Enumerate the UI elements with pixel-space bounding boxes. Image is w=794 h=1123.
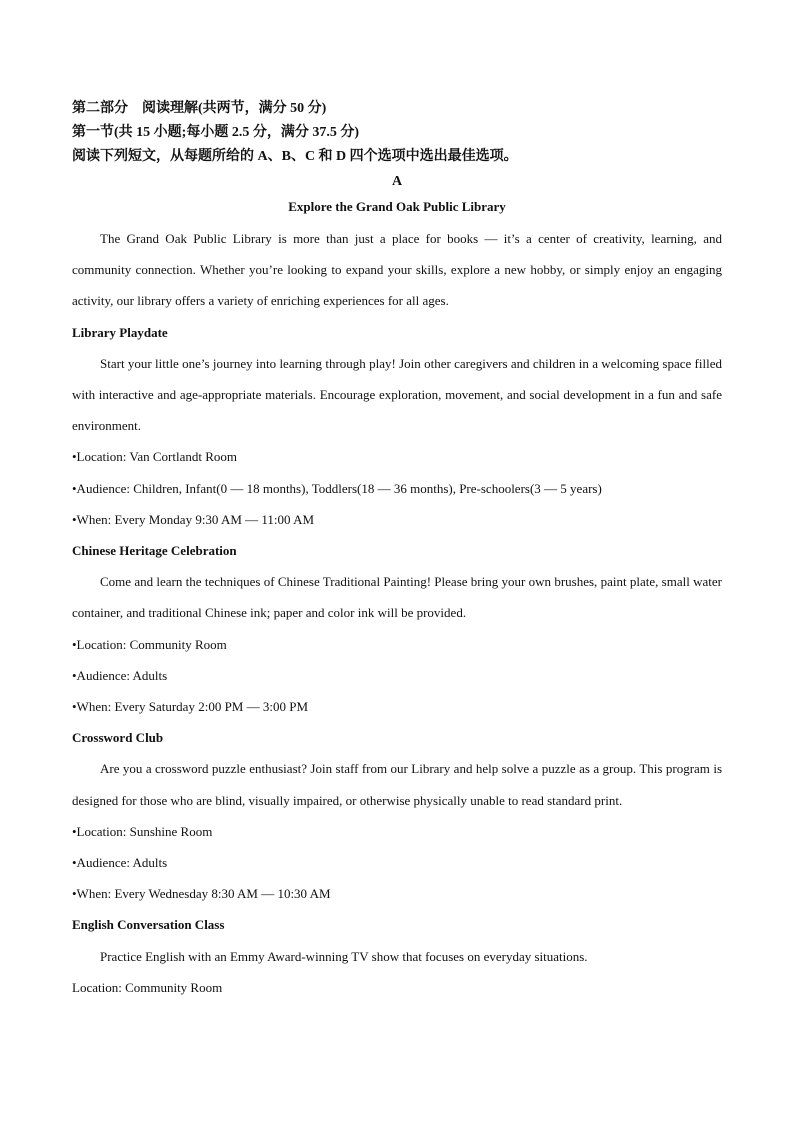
section-desc-library-playdate: Start your little one’s journey into learning through play! Join other caregivers and children in a welcoming space filled with interactive and age-appropriate materials. Encourage exploration, movement, and social development in a fun and safe environment.: [72, 355, 722, 434]
audience-line: •Audience: Adults: [72, 667, 168, 683]
intro-paragraph: The Grand Oak Public Library is more than just a place for books — it’s a center of creativity, learning, and community connection. Whether you’re looking to expand your skills, explore a new hobby, or simply enjoy an engaging activity, our library offers a variety of enriching experiences for all ages.: [72, 231, 722, 309]
section-title-crossword-club: Crossword Club: [72, 730, 164, 746]
location-line: Location: Community Room: [72, 979, 223, 995]
location-line: •Location: Community Room: [72, 636, 227, 652]
exam-page: [72, 97, 722, 1003]
section-title-english-conversation: English Conversation Class: [72, 917, 225, 933]
location-line: •Location: Van Cortlandt Room: [72, 449, 237, 465]
when-line: •When: Every Wednesday 8:30 AM — 10:30 AM: [72, 886, 331, 902]
section-title-library-playdate: Library Playdate: [72, 324, 168, 340]
section-desc-chinese-heritage: Come and learn the techniques of Chinese Traditional Painting! Please bring your own brushes, paint plate, small water container, and traditional Chinese ink; paper and color ink will be provided.: [72, 574, 722, 621]
section-title-chinese-heritage: Chinese Heritage Celebration: [72, 543, 237, 559]
section-desc-crossword-club: Are you a crossword puzzle enthusiast? Join staff from our Library and help solve a puzzle as a group. This program is designed for those who are blind, visually impaired, or otherwise physically unable to read standard print.: [72, 761, 722, 808]
when-line: •When: Every Monday 9:30 AM — 11:00 AM: [72, 511, 315, 527]
when-line: •When: Every Saturday 2:00 PM — 3:00 PM: [72, 699, 309, 715]
passage-letter: A: [391, 174, 403, 189]
instructions: 阅读下列短文，从每题所给的 A、B、C 和 D 四个选项中选出最佳选项。: [72, 149, 518, 164]
section-header: 第二部分 阅读理解(共两节，满分 50 分): [72, 101, 327, 116]
audience-line: •Audience: Adults: [72, 855, 168, 871]
audience-line: •Audience: Children, Infant(0 — 18 months), Toddlers(18 — 36 months), Pre-schoolers(3 — 5 years): [72, 480, 602, 496]
passage-title: Explore the Grand Oak Public Library: [288, 199, 506, 214]
section-desc-english-conversation: Practice English with an Emmy Award-winning TV show that focuses on everyday situations.: [100, 948, 588, 964]
subsection-header: 第一节(共 15 小题;每小题 2.5 分，满分 37.5 分): [72, 125, 359, 140]
location-line: •Location: Sunshine Room: [72, 823, 213, 839]
